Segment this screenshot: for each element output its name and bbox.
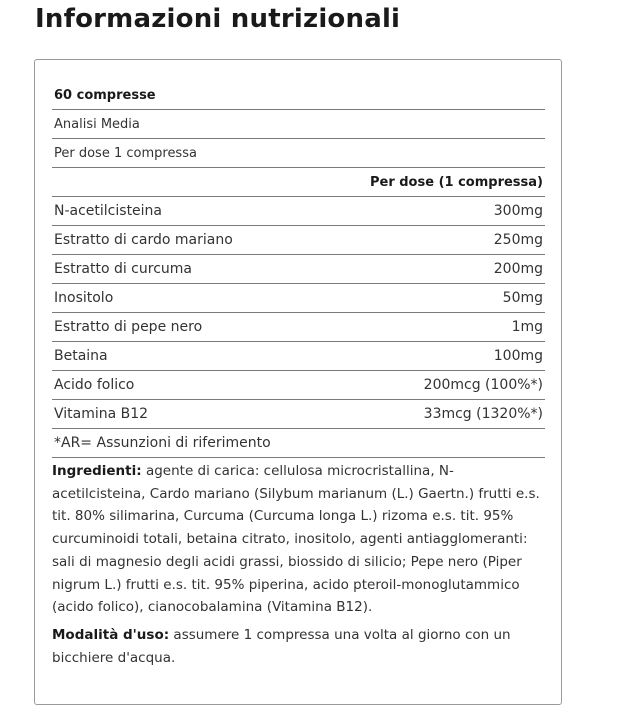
pack-size-row — [52, 77, 545, 110]
usage-text: assumere 1 compressa una volta al giorno con un bicchiere d'acqua. — [52, 626, 511, 666]
ingredients-text: agente di carica: cellulosa microcristallina, N-acetilcisteina, Cardo mariano (Silybum marianum (L.) Gaertn.) frutti e.s. tit. 80% silimarina, Curcuma (Curcuma longa L.) rizoma e.s. tit. 95% curcuminoidi totali, betaina citrato, inositolo, agenti antiagglomeranti: sali di magnesio degli acidi grassi, biossido di silicio; Pepe nero (Piper nigrum L.) frutti e.s. tit. 95% piperina, acido pteroil-monoglutammico (acido folico), cianocobalamina (Vitamina B12). — [52, 463, 540, 616]
nutrient-value: 1mg — [511, 319, 543, 335]
analysis-row — [52, 110, 545, 139]
ingredients-paragraph — [52, 460, 543, 619]
analysis-label: Analisi Media — [54, 116, 140, 132]
table-row — [52, 255, 545, 284]
nutrient-name: Betaina — [54, 348, 108, 364]
nutrient-value: 300mg — [493, 203, 543, 219]
reference-note-row — [52, 429, 545, 458]
table-row — [52, 342, 545, 371]
nutrient-name: Estratto di pepe nero — [54, 319, 203, 335]
dose-label: Per dose 1 compressa — [54, 145, 197, 161]
dose-row — [52, 139, 545, 168]
table-row — [52, 400, 545, 429]
table-row — [52, 284, 545, 313]
table-row — [52, 371, 545, 400]
nutrient-value: 250mg — [493, 232, 543, 248]
nutrient-name: Inositolo — [54, 290, 114, 306]
page-title: Informazioni nutrizionali — [35, 4, 401, 34]
nutrient-value: 200mg — [493, 261, 543, 277]
reference-note: *AR= Assunzioni di riferimento — [54, 435, 271, 451]
usage-label: Modalità d'uso: — [52, 626, 170, 643]
table-row — [52, 226, 545, 255]
nutrient-name: N-acetilcisteina — [54, 203, 163, 219]
nutrition-panel — [34, 59, 562, 705]
column-header-row — [52, 168, 545, 197]
ingredients-block — [52, 458, 545, 669]
nutrient-name: Estratto di cardo mariano — [54, 232, 233, 248]
pack-size: 60 compresse — [54, 87, 156, 103]
nutrient-name: Acido folico — [54, 377, 135, 393]
nutrient-name: Estratto di curcuma — [54, 261, 192, 277]
nutrient-name: Vitamina B12 — [54, 406, 149, 422]
nutrient-value: 100mg — [493, 348, 543, 364]
nutrient-value: 200mcg (100%*) — [423, 377, 543, 393]
table-row — [52, 313, 545, 342]
column-header: Per dose (1 compressa) — [369, 174, 543, 190]
nutrition-table — [52, 77, 545, 669]
nutrient-value: 50mg — [502, 290, 543, 306]
nutrient-value: 33mcg (1320%*) — [423, 406, 543, 422]
table-row — [52, 197, 545, 226]
ingredients-label: Ingredienti: — [52, 463, 142, 479]
usage-paragraph — [52, 624, 543, 669]
